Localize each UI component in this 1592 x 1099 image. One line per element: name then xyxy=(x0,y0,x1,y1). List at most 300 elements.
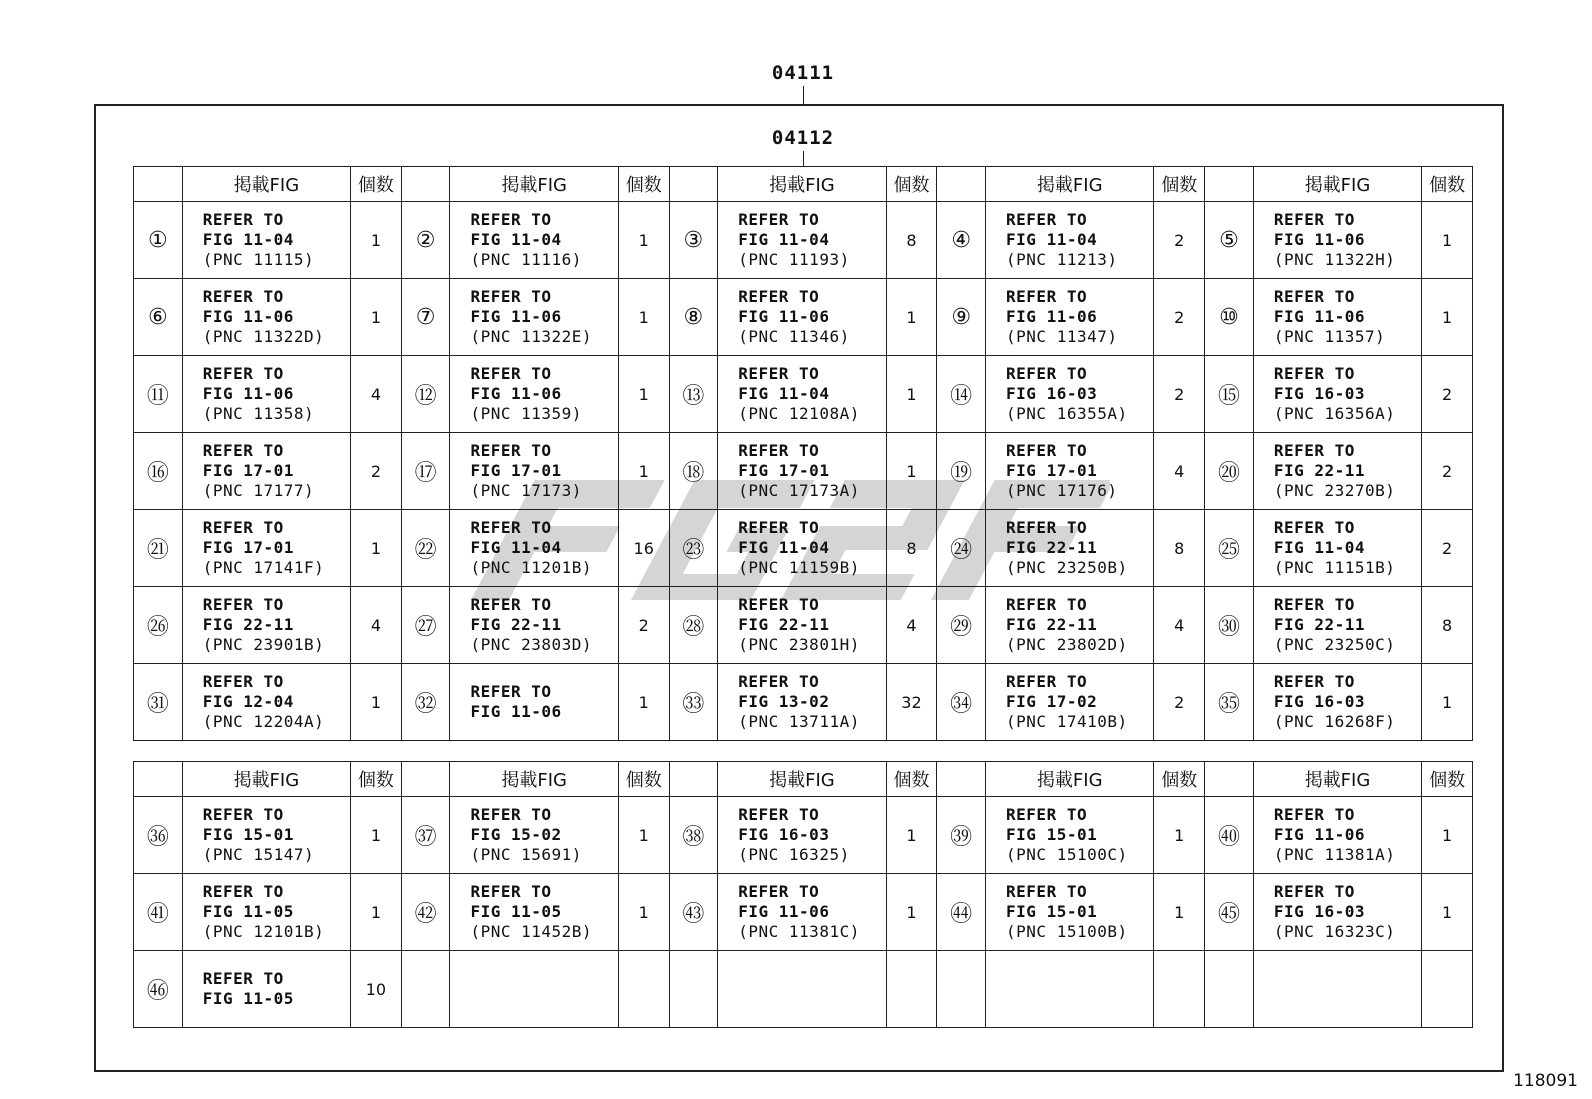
refer-to-text: REFER TO xyxy=(1273,805,1355,824)
header-qty-cell: 個数 xyxy=(1154,762,1205,797)
quantity-cell: 1 xyxy=(618,797,669,874)
header-num-cell xyxy=(669,167,718,202)
pnc-text: (PNC 11213) xyxy=(1006,250,1118,269)
callout-number: ㉑ xyxy=(134,510,183,587)
callout-number: ㊺ xyxy=(1205,874,1254,951)
pnc-text: (PNC 11322E) xyxy=(470,327,593,346)
callout-number: ㊱ xyxy=(134,797,183,874)
quantity-cell: 1 xyxy=(618,664,669,741)
header-num-cell xyxy=(1205,167,1254,202)
fig-reference-text: FIG 16-03 xyxy=(1273,902,1366,921)
fig-reference-text: FIG 11-06 xyxy=(1273,825,1366,844)
reference-cell xyxy=(182,356,350,433)
refer-to-text: REFER TO xyxy=(738,441,820,460)
quantity-cell: 4 xyxy=(351,356,402,433)
header-num-cell xyxy=(669,762,718,797)
fig-reference-text: FIG 11-04 xyxy=(202,230,294,249)
pnc-text: (PNC 13711A) xyxy=(738,712,860,731)
header-qty-cell: 個数 xyxy=(886,167,937,202)
table-row xyxy=(134,874,1473,951)
quantity-cell: 1 xyxy=(351,797,402,874)
reference-cell xyxy=(182,951,350,1028)
fig-reference-text: FIG 11-06 xyxy=(470,702,562,721)
table-row xyxy=(134,202,1473,279)
pnc-text: (PNC 15691) xyxy=(470,845,582,864)
fig-reference-text: FIG 17-01 xyxy=(738,461,830,480)
header-num-cell xyxy=(937,167,986,202)
quantity-cell: 1 xyxy=(618,433,669,510)
table-row xyxy=(134,279,1473,356)
callout-number: ⑭ xyxy=(937,356,986,433)
reference-cell xyxy=(1253,874,1421,951)
callout-number: ⑨ xyxy=(937,279,986,356)
fig-reference-text: FIG 11-04 xyxy=(1273,538,1366,557)
reference-cell xyxy=(182,202,350,279)
fig-reference-text: FIG 15-01 xyxy=(1006,902,1098,921)
reference-cell xyxy=(718,664,886,741)
callout-number: ⑲ xyxy=(937,433,986,510)
callout-number: ⑳ xyxy=(1205,433,1254,510)
callout-number: ㉒ xyxy=(401,510,450,587)
fig-reference-text: FIG 22-11 xyxy=(1273,615,1366,634)
callout-number: ⑦ xyxy=(401,279,450,356)
reference-cell xyxy=(450,664,618,741)
header-fig-cell: 掲載FIG xyxy=(450,762,618,797)
callout-number: ㉗ xyxy=(401,587,450,664)
fig-reference-text: FIG 11-06 xyxy=(1273,230,1366,249)
quantity-cell: 2 xyxy=(618,587,669,664)
fig-reference-text: FIG 11-06 xyxy=(202,384,294,403)
pnc-text: (PNC 16325) xyxy=(738,845,850,864)
refer-to-text: REFER TO xyxy=(202,969,284,988)
parts-table-lower xyxy=(133,761,1473,1028)
callout-number: ⑪ xyxy=(134,356,183,433)
pnc-text: (PNC 11151B) xyxy=(1273,558,1396,577)
callout-number: ㉝ xyxy=(669,664,718,741)
callout-number: ⑩ xyxy=(1205,279,1254,356)
refer-to-text: REFER TO xyxy=(738,210,820,229)
pnc-text: (PNC 17173) xyxy=(470,481,582,500)
refer-to-text: REFER TO xyxy=(202,882,284,901)
quantity-cell xyxy=(1422,951,1473,1028)
refer-to-text: REFER TO xyxy=(1006,672,1088,691)
header-num-cell xyxy=(134,762,183,797)
quantity-cell: 8 xyxy=(886,510,937,587)
callout-number: ㊷ xyxy=(401,874,450,951)
reference-cell xyxy=(1253,510,1421,587)
reference-cell xyxy=(450,951,618,1028)
quantity-cell: 4 xyxy=(1154,587,1205,664)
fig-reference-text: FIG 17-01 xyxy=(202,461,294,480)
callout-number: ㉔ xyxy=(937,510,986,587)
callout-number: ㉖ xyxy=(134,587,183,664)
table-row xyxy=(134,510,1473,587)
header-qty-cell: 個数 xyxy=(1422,167,1473,202)
fig-reference-text: FIG 15-02 xyxy=(470,825,562,844)
header-qty-cell: 個数 xyxy=(351,167,402,202)
header-num-cell xyxy=(401,762,450,797)
pnc-text: (PNC 11116) xyxy=(470,250,582,269)
pnc-text: (PNC 11201B) xyxy=(470,558,593,577)
fig-reference-text: FIG 11-05 xyxy=(202,989,294,1008)
quantity-cell: 2 xyxy=(1154,279,1205,356)
quantity-cell: 2 xyxy=(1422,510,1473,587)
refer-to-text: REFER TO xyxy=(470,595,552,614)
refer-to-text: REFER TO xyxy=(1273,882,1355,901)
reference-cell xyxy=(986,279,1154,356)
quantity-cell: 4 xyxy=(1154,433,1205,510)
assembly-code-label: 04111 xyxy=(771,62,835,84)
refer-to-text: REFER TO xyxy=(738,364,820,383)
refer-to-text: REFER TO xyxy=(202,287,284,306)
quantity-cell: 1 xyxy=(1422,874,1473,951)
reference-cell xyxy=(450,797,618,874)
fig-reference-text: FIG 15-01 xyxy=(1006,825,1098,844)
reference-cell xyxy=(718,874,886,951)
header-fig-cell: 掲載FIG xyxy=(986,167,1154,202)
table-row xyxy=(134,356,1473,433)
refer-to-text: REFER TO xyxy=(1273,518,1355,537)
pnc-text: (PNC 11347) xyxy=(1006,327,1118,346)
callout-number: ② xyxy=(401,202,450,279)
fig-reference-text: FIG 22-11 xyxy=(1273,461,1366,480)
header-fig-cell: 掲載FIG xyxy=(1253,167,1421,202)
header-qty-cell: 個数 xyxy=(1422,762,1473,797)
quantity-cell xyxy=(618,951,669,1028)
pnc-text: (PNC 17177) xyxy=(202,481,315,500)
reference-cell xyxy=(986,951,1154,1028)
header-fig-cell: 掲載FIG xyxy=(718,762,886,797)
callout-number: ㉓ xyxy=(669,510,718,587)
callout-number xyxy=(401,951,450,1028)
quantity-cell: 2 xyxy=(1422,356,1473,433)
refer-to-text: REFER TO xyxy=(1006,518,1088,537)
fig-reference-text: FIG 22-11 xyxy=(1006,615,1098,634)
reference-cell xyxy=(1253,356,1421,433)
pnc-text: (PNC 17410B) xyxy=(1006,712,1128,731)
quantity-cell: 1 xyxy=(351,510,402,587)
reference-cell xyxy=(718,587,886,664)
table-header-row xyxy=(134,167,1473,202)
refer-to-text: REFER TO xyxy=(470,210,552,229)
fig-reference-text: FIG 22-11 xyxy=(1006,538,1098,557)
refer-to-text: REFER TO xyxy=(1006,805,1088,824)
quantity-cell: 1 xyxy=(351,664,402,741)
callout-number: ㊳ xyxy=(669,797,718,874)
refer-to-text: REFER TO xyxy=(470,287,552,306)
refer-to-text: REFER TO xyxy=(738,882,820,901)
header-num-cell xyxy=(401,167,450,202)
refer-to-text: REFER TO xyxy=(1006,595,1088,614)
reference-cell xyxy=(1253,279,1421,356)
fig-reference-text: FIG 16-03 xyxy=(1273,692,1366,711)
pnc-text: (PNC 17173A) xyxy=(738,481,860,500)
refer-to-text: REFER TO xyxy=(1273,210,1355,229)
fig-reference-text: FIG 11-06 xyxy=(470,307,562,326)
pnc-text: (PNC 23901B) xyxy=(202,635,325,654)
reference-cell xyxy=(986,797,1154,874)
reference-cell xyxy=(182,279,350,356)
reference-cell xyxy=(450,510,618,587)
fig-reference-text: FIG 11-06 xyxy=(738,307,830,326)
reference-cell xyxy=(718,356,886,433)
callout-number: ㊹ xyxy=(937,874,986,951)
quantity-cell: 1 xyxy=(1154,874,1205,951)
quantity-cell: 1 xyxy=(886,433,937,510)
pnc-text: (PNC 11381A) xyxy=(1273,845,1396,864)
quantity-cell: 1 xyxy=(886,797,937,874)
callout-number: ④ xyxy=(937,202,986,279)
pnc-text: (PNC 16356A) xyxy=(1273,404,1396,423)
fig-reference-text: FIG 15-01 xyxy=(202,825,294,844)
quantity-cell: 1 xyxy=(351,202,402,279)
quantity-cell: 1 xyxy=(351,279,402,356)
fig-reference-text: FIG 17-01 xyxy=(1006,461,1098,480)
quantity-cell: 32 xyxy=(886,664,937,741)
callout-number: ㉛ xyxy=(134,664,183,741)
fig-reference-text: FIG 11-05 xyxy=(202,902,294,921)
header-qty-cell: 個数 xyxy=(618,762,669,797)
quantity-cell: 1 xyxy=(351,874,402,951)
quantity-cell: 1 xyxy=(618,356,669,433)
refer-to-text: REFER TO xyxy=(738,672,820,691)
reference-cell xyxy=(1253,951,1421,1028)
table-row xyxy=(134,587,1473,664)
pnc-text: (PNC 11159B) xyxy=(738,558,860,577)
pnc-text: (PNC 11452B) xyxy=(470,922,593,941)
quantity-cell: 10 xyxy=(351,951,402,1028)
subassembly-code-label: 04112 xyxy=(771,127,835,149)
fig-reference-text: FIG 11-04 xyxy=(470,538,562,557)
fig-reference-text: FIG 13-02 xyxy=(738,692,830,711)
callout-number: ⑤ xyxy=(1205,202,1254,279)
fig-reference-text: FIG 11-04 xyxy=(470,230,562,249)
pnc-text: (PNC 15147) xyxy=(202,845,315,864)
quantity-cell: 1 xyxy=(1422,797,1473,874)
reference-cell xyxy=(450,433,618,510)
reference-cell xyxy=(986,510,1154,587)
reference-cell xyxy=(986,433,1154,510)
parts-table-upper xyxy=(133,166,1473,741)
header-qty-cell: 個数 xyxy=(618,167,669,202)
fig-reference-text: FIG 22-11 xyxy=(470,615,562,634)
callout-number: ③ xyxy=(669,202,718,279)
callout-number: ㊴ xyxy=(937,797,986,874)
table-row xyxy=(134,664,1473,741)
refer-to-text: REFER TO xyxy=(202,595,284,614)
fig-reference-text: FIG 12-04 xyxy=(202,692,294,711)
pnc-text: (PNC 15100C) xyxy=(1006,845,1128,864)
fig-reference-text: FIG 11-06 xyxy=(1006,307,1098,326)
table-row xyxy=(134,797,1473,874)
pnc-text: (PNC 16268F) xyxy=(1273,712,1396,731)
callout-number: ⑮ xyxy=(1205,356,1254,433)
reference-cell xyxy=(1253,587,1421,664)
quantity-cell: 4 xyxy=(351,587,402,664)
fig-reference-text: FIG 17-01 xyxy=(202,538,294,557)
table-row xyxy=(134,951,1473,1028)
callout-number: ㊲ xyxy=(401,797,450,874)
refer-to-text: REFER TO xyxy=(202,518,284,537)
fig-reference-text: FIG 11-04 xyxy=(738,538,830,557)
reference-cell xyxy=(718,951,886,1028)
quantity-cell: 2 xyxy=(1154,202,1205,279)
quantity-cell xyxy=(1154,951,1205,1028)
pnc-text: (PNC 15100B) xyxy=(1006,922,1128,941)
pnc-text: (PNC 17176) xyxy=(1006,481,1118,500)
fig-reference-text: FIG 11-04 xyxy=(738,384,830,403)
refer-to-text: REFER TO xyxy=(1273,595,1355,614)
header-fig-cell: 掲載FIG xyxy=(718,167,886,202)
callout-number: ㉘ xyxy=(669,587,718,664)
reference-cell xyxy=(986,874,1154,951)
quantity-cell: 1 xyxy=(618,202,669,279)
quantity-cell: 1 xyxy=(886,279,937,356)
refer-to-text: REFER TO xyxy=(1273,672,1355,691)
refer-to-text: REFER TO xyxy=(202,210,284,229)
quantity-cell: 1 xyxy=(1154,797,1205,874)
callout-number: ㊸ xyxy=(669,874,718,951)
refer-to-text: REFER TO xyxy=(1006,210,1088,229)
refer-to-text: REFER TO xyxy=(470,364,552,383)
quantity-cell: 1 xyxy=(618,279,669,356)
pnc-text: (PNC 23803D) xyxy=(470,635,593,654)
pnc-text: (PNC 16355A) xyxy=(1006,404,1128,423)
refer-to-text: REFER TO xyxy=(470,682,552,701)
refer-to-text: REFER TO xyxy=(1006,364,1088,383)
pnc-text: (PNC 23250B) xyxy=(1006,558,1128,577)
fig-reference-text: FIG 11-04 xyxy=(1006,230,1098,249)
reference-cell xyxy=(986,202,1154,279)
refer-to-text: REFER TO xyxy=(1006,441,1088,460)
figure-number: 118091 xyxy=(1513,1071,1578,1091)
refer-to-text: REFER TO xyxy=(202,441,284,460)
refer-to-text: REFER TO xyxy=(470,805,552,824)
fig-reference-text: FIG 22-11 xyxy=(202,615,294,634)
pnc-text: (PNC 11357) xyxy=(1273,327,1386,346)
fig-reference-text: FIG 16-03 xyxy=(1273,384,1366,403)
callout-number xyxy=(937,951,986,1028)
reference-cell xyxy=(182,510,350,587)
callout-number xyxy=(1205,951,1254,1028)
quantity-cell: 2 xyxy=(1154,356,1205,433)
fig-reference-text: FIG 11-04 xyxy=(738,230,830,249)
callout-number: ㊶ xyxy=(134,874,183,951)
refer-to-text: REFER TO xyxy=(202,805,284,824)
callout-number: ⑯ xyxy=(134,433,183,510)
pnc-text: (PNC 11193) xyxy=(738,250,850,269)
fig-reference-text: FIG 11-06 xyxy=(202,307,294,326)
quantity-cell: 8 xyxy=(1422,587,1473,664)
reference-cell xyxy=(1253,797,1421,874)
reference-cell xyxy=(986,587,1154,664)
callout-number: ㊵ xyxy=(1205,797,1254,874)
fig-reference-text: FIG 16-03 xyxy=(1006,384,1098,403)
callout-number: ⑬ xyxy=(669,356,718,433)
pnc-text: (PNC 16323C) xyxy=(1273,922,1396,941)
reference-cell xyxy=(1253,202,1421,279)
quantity-cell: 1 xyxy=(886,356,937,433)
pnc-text: (PNC 23270B) xyxy=(1273,481,1396,500)
callout-number: ㊻ xyxy=(134,951,183,1028)
reference-cell xyxy=(182,874,350,951)
pnc-text: (PNC 11322D) xyxy=(202,327,325,346)
quantity-cell: 1 xyxy=(1422,202,1473,279)
reference-cell xyxy=(1253,664,1421,741)
refer-to-text: REFER TO xyxy=(470,441,552,460)
fig-reference-text: FIG 16-03 xyxy=(738,825,830,844)
pnc-text: (PNC 17141F) xyxy=(202,558,325,577)
refer-to-text: REFER TO xyxy=(202,672,284,691)
quantity-cell: 1 xyxy=(1422,279,1473,356)
reference-cell xyxy=(718,279,886,356)
pnc-text: (PNC 11322H) xyxy=(1273,250,1396,269)
header-num-cell xyxy=(1205,762,1254,797)
refer-to-text: REFER TO xyxy=(470,882,552,901)
reference-cell xyxy=(718,433,886,510)
header-fig-cell: 掲載FIG xyxy=(450,167,618,202)
refer-to-text: REFER TO xyxy=(1006,882,1088,901)
header-qty-cell: 個数 xyxy=(1154,167,1205,202)
reference-cell xyxy=(450,874,618,951)
pnc-text: (PNC 23250C) xyxy=(1273,635,1396,654)
callout-number xyxy=(669,951,718,1028)
quantity-cell: 2 xyxy=(1154,664,1205,741)
table-row xyxy=(134,433,1473,510)
pnc-text: (PNC 23802D) xyxy=(1006,635,1128,654)
reference-cell xyxy=(718,797,886,874)
quantity-cell xyxy=(886,951,937,1028)
refer-to-text: REFER TO xyxy=(738,287,820,306)
header-qty-cell: 個数 xyxy=(351,762,402,797)
callout-number: ⑥ xyxy=(134,279,183,356)
callout-number: ⑧ xyxy=(669,279,718,356)
quantity-cell: 4 xyxy=(886,587,937,664)
refer-to-text: REFER TO xyxy=(1273,364,1355,383)
callout-number: ㉜ xyxy=(401,664,450,741)
pnc-text: (PNC 11346) xyxy=(738,327,850,346)
callout-number: ㉟ xyxy=(1205,664,1254,741)
reference-cell xyxy=(986,664,1154,741)
pnc-text: (PNC 12101B) xyxy=(202,922,325,941)
refer-to-text: REFER TO xyxy=(1273,441,1355,460)
pnc-text: (PNC 11358) xyxy=(202,404,315,423)
pnc-text: (PNC 11115) xyxy=(202,250,315,269)
refer-to-text: REFER TO xyxy=(1273,287,1355,306)
quantity-cell: 2 xyxy=(1422,433,1473,510)
fig-reference-text: FIG 11-06 xyxy=(1273,307,1366,326)
reference-cell xyxy=(450,202,618,279)
pnc-text: (PNC 11359) xyxy=(470,404,582,423)
reference-cell xyxy=(450,356,618,433)
refer-to-text: REFER TO xyxy=(738,805,820,824)
callout-number: ⑱ xyxy=(669,433,718,510)
header-fig-cell: 掲載FIG xyxy=(182,762,350,797)
quantity-cell: 16 xyxy=(618,510,669,587)
header-fig-cell: 掲載FIG xyxy=(986,762,1154,797)
header-fig-cell: 掲載FIG xyxy=(182,167,350,202)
fig-reference-text: FIG 17-01 xyxy=(470,461,562,480)
header-num-cell xyxy=(937,762,986,797)
pnc-text: (PNC 11381C) xyxy=(738,922,860,941)
callout-number: ① xyxy=(134,202,183,279)
pnc-text: (PNC 12204A) xyxy=(202,712,325,731)
fig-reference-text: FIG 22-11 xyxy=(738,615,830,634)
quantity-cell: 1 xyxy=(1422,664,1473,741)
refer-to-text: REFER TO xyxy=(738,595,820,614)
fig-reference-text: FIG 17-02 xyxy=(1006,692,1098,711)
reference-cell xyxy=(182,433,350,510)
